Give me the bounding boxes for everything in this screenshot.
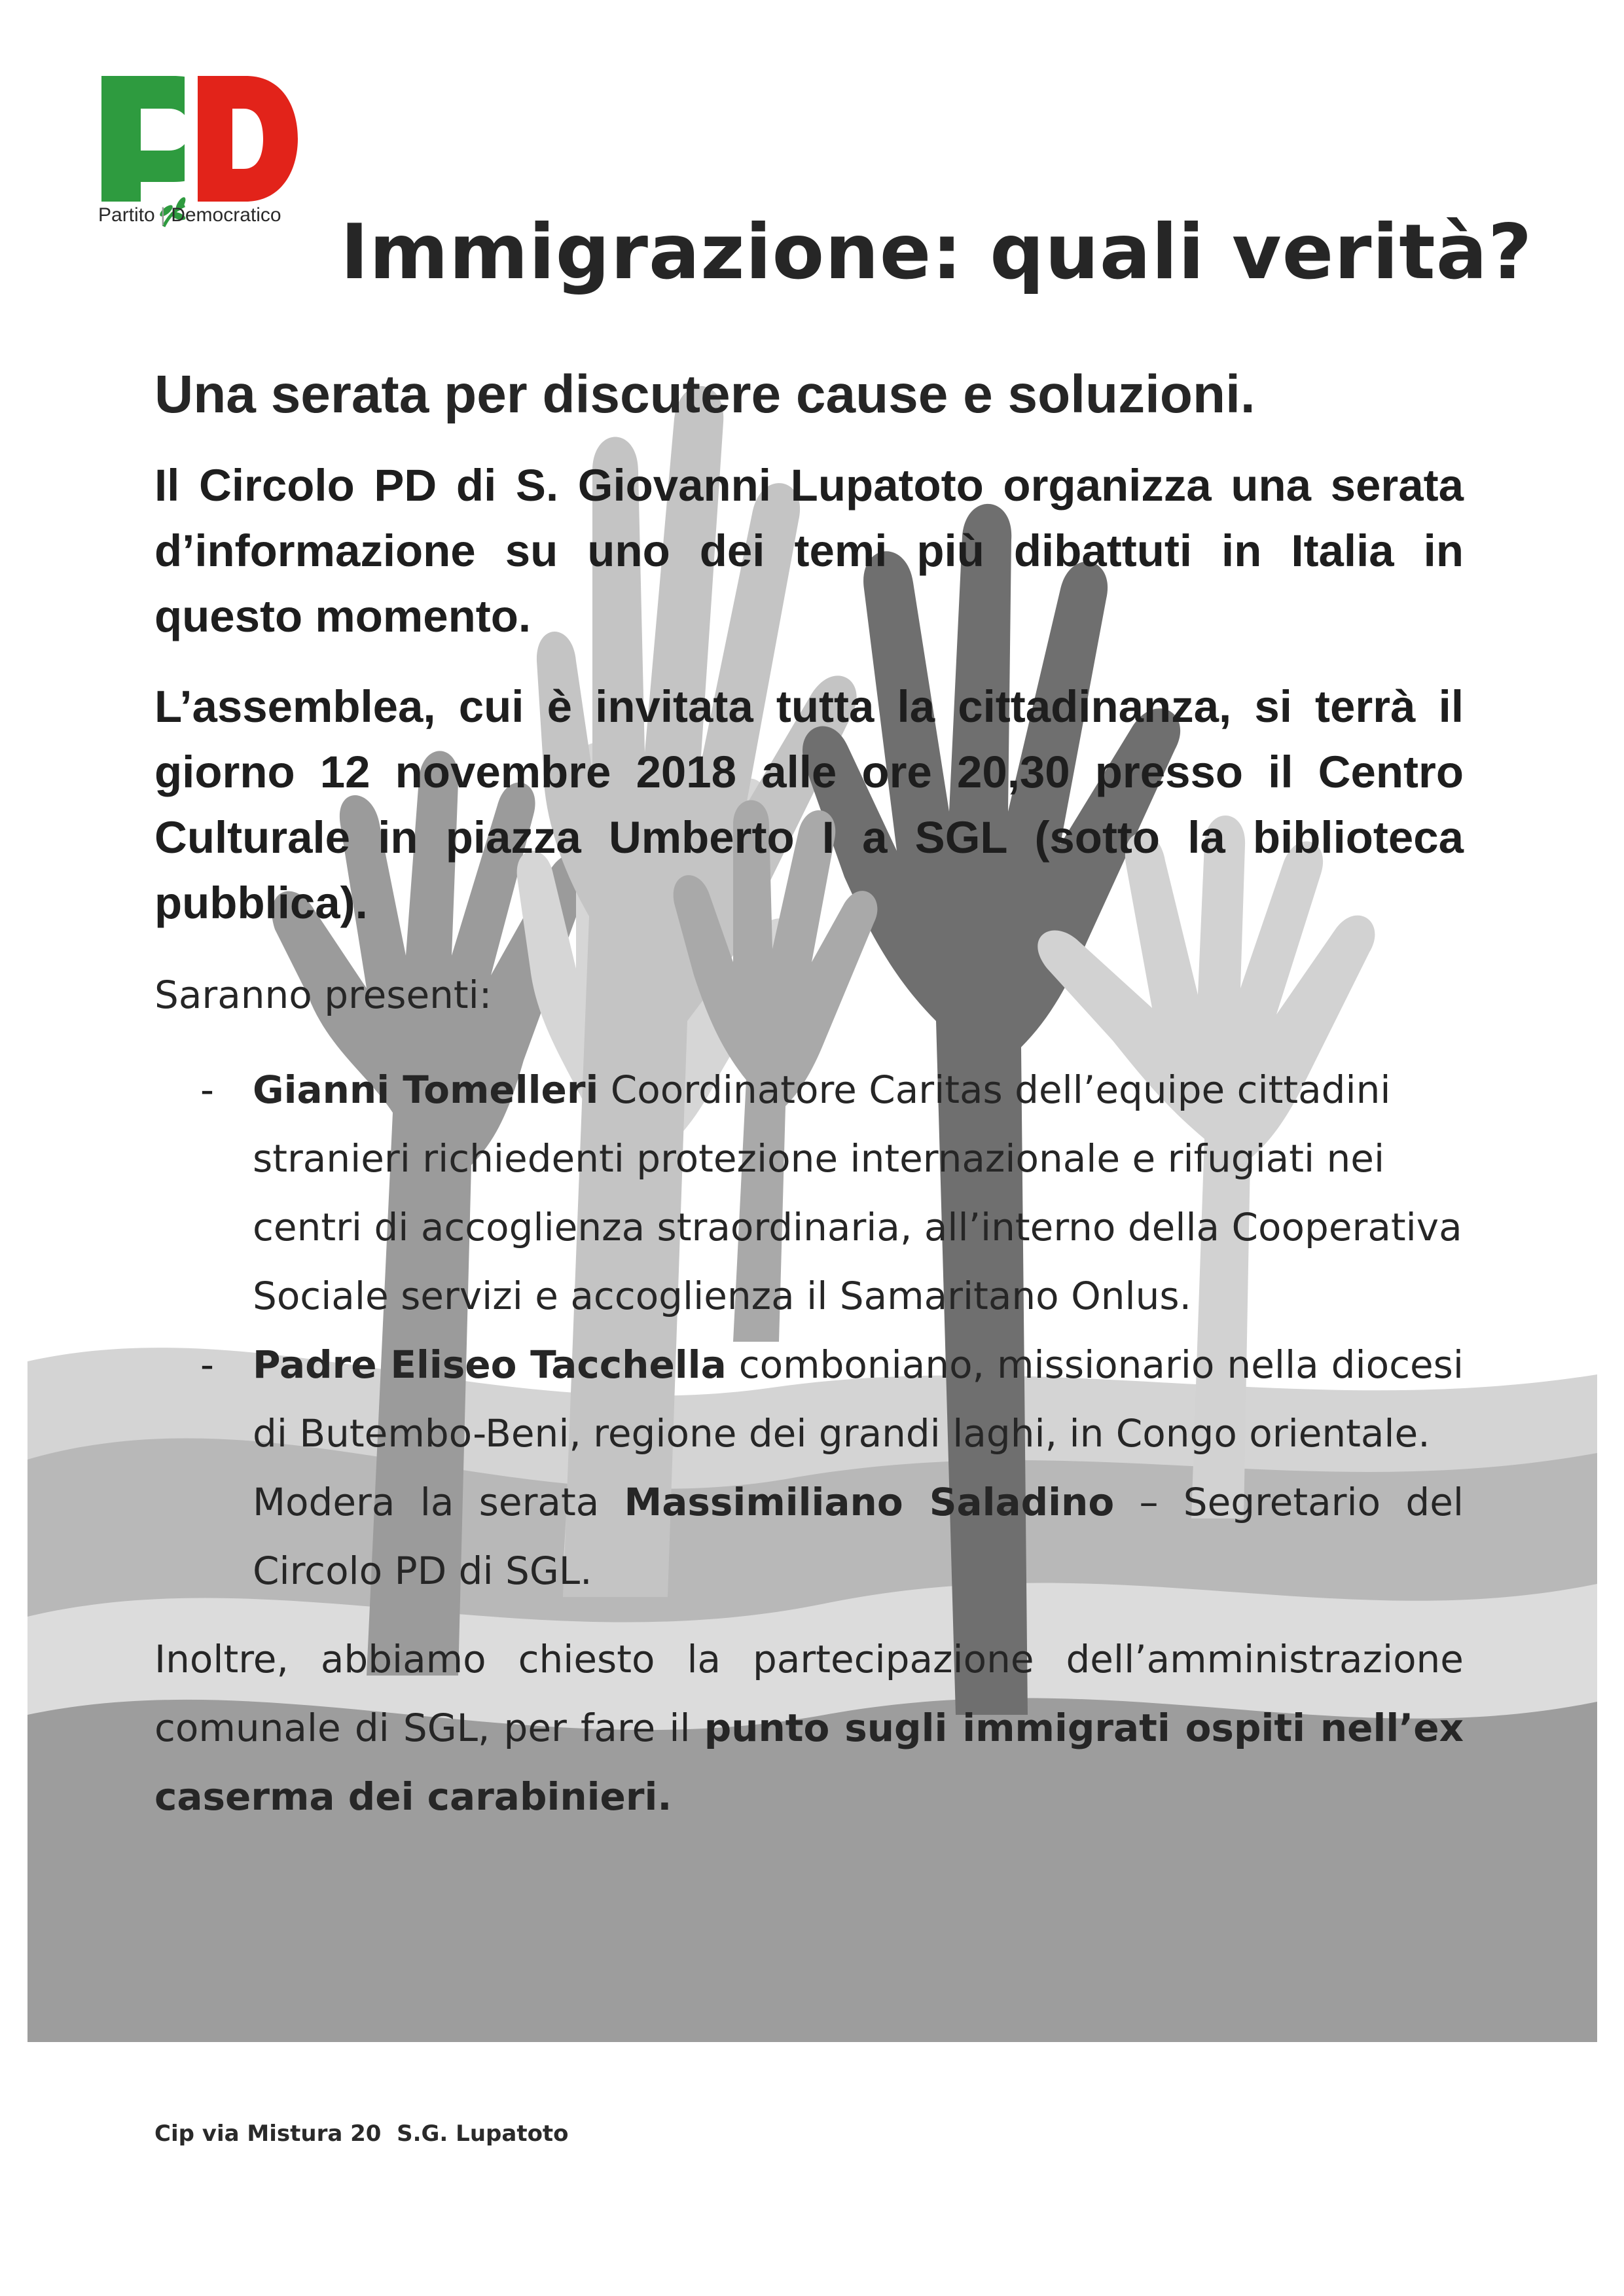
page-title: Immigrazione: quali verità? xyxy=(340,208,1533,296)
moderator-text xyxy=(253,1468,1464,1605)
intro-paragraph: Il Circolo PD di S. Giovanni Lupatoto organizza una serata d’informazione su uno dei temi più dibattuti in Italia in questo momento. xyxy=(154,460,1464,641)
list-dash: - xyxy=(200,1342,214,1387)
speaker-item xyxy=(154,1056,1464,1331)
speaker-name: Padre Eliseo Tacchella xyxy=(253,1342,727,1387)
presenti-label: Saranno presenti: xyxy=(154,973,492,1017)
speaker-role: comboniano, missionario nella diocesi di Butembo-Beni, regione dei grandi laghi, in Congo orientale. xyxy=(253,1342,1464,1456)
speaker-list xyxy=(154,1056,1464,1605)
closing-text: Inoltre, abbiamo chiesto la partecipazione dell’amministrazione comunale di SGL, per fare il xyxy=(154,1637,1464,1750)
speaker-text xyxy=(253,1331,1464,1468)
logo-caption-right: Democratico xyxy=(171,204,281,226)
list-dash: - xyxy=(200,1067,214,1112)
speaker-name: Gianni Tomelleri xyxy=(253,1067,599,1112)
logo-caption-left: Partito xyxy=(98,204,155,226)
flyer-body xyxy=(154,359,1464,1831)
moderator-name: Massimiliano Saladino xyxy=(624,1480,1115,1524)
speaker-role: Coordinatore Caritas dell’equipe cittadini stranieri richiedenti protezione internazionale e rifugiati nei centri di accoglienza straordinaria, all’interno della Cooperativa Sociale servizi e accoglienza il Samaritano Onlus. xyxy=(253,1067,1462,1318)
closing-bold: punto sugli immigrati ospiti nell’ex caserma dei carabinieri. xyxy=(154,1706,1464,1819)
event-paragraph: L’assemblea, cui è invitata tutta la cittadinanza, si terrà il giorno 12 novembre 2018 alle ore 20,30 presso il Centro Culturale in piazza Umberto I a SGL (sotto la biblioteca pubblica). xyxy=(154,681,1464,928)
speaker-item xyxy=(154,1331,1464,1605)
footer-address: Cip via Mistura 20 S.G. Lupatoto xyxy=(154,2121,569,2147)
logo-d-glyph xyxy=(196,76,298,202)
speaker-text xyxy=(253,1056,1464,1331)
closing-paragraph xyxy=(154,1625,1464,1831)
subtitle: Una serata per discutere cause e soluzioni. xyxy=(154,365,1255,424)
moderator-suffix: – Segretario del Circolo PD di SGL. xyxy=(253,1480,1464,1593)
logo-caption: Partito | Democratico xyxy=(98,204,281,226)
moderator-prefix: Modera la serata xyxy=(253,1480,624,1524)
